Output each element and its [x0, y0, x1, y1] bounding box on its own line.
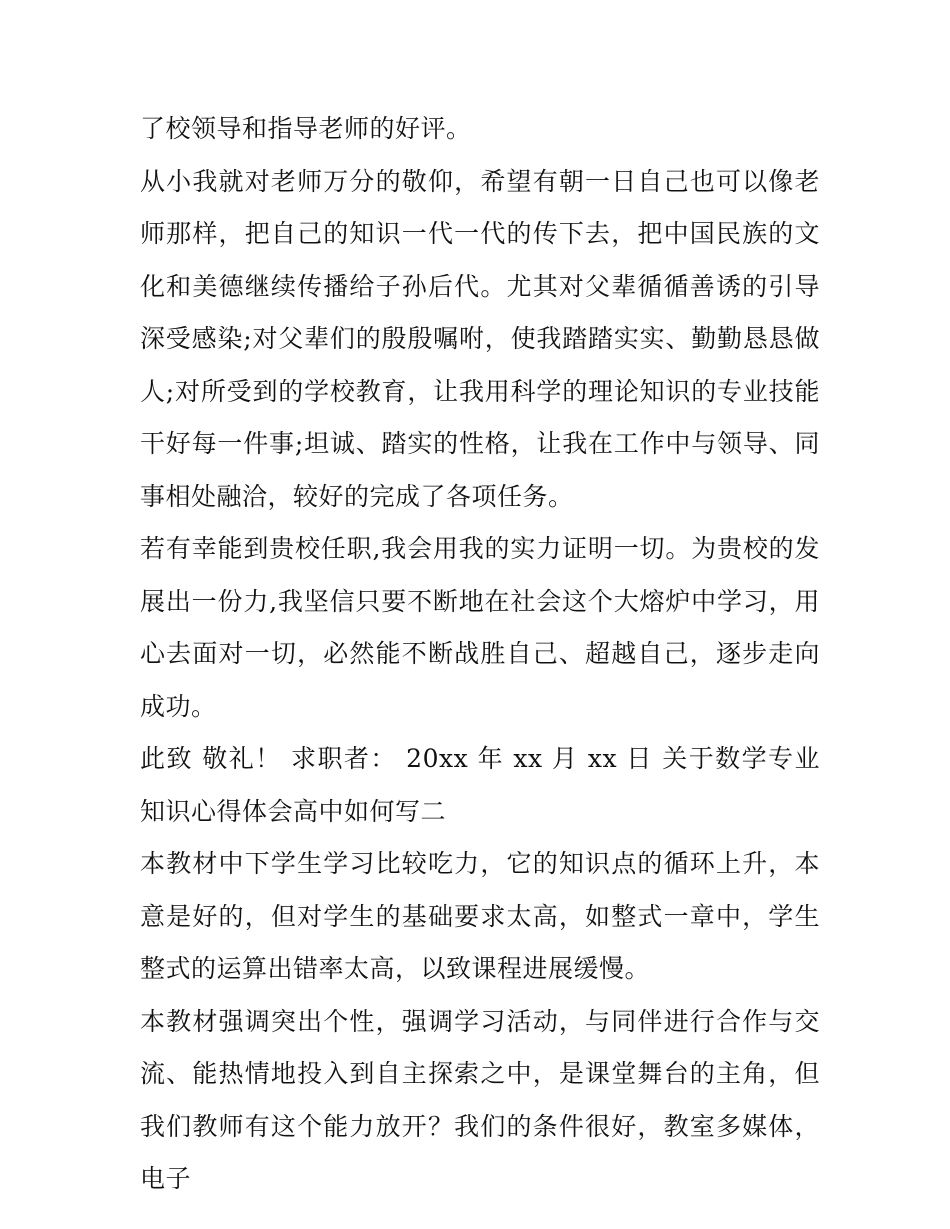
paragraph-6: 本教材强调突出个性，强调学习活动，与同伴进行合作与交流、能热情地投入到自主探索之中，是课堂舞台的主角，但我们教师有这个能力放开？我们的条件很好，教室多媒体，电子 [140, 1006, 820, 1193]
document-body [140, 103, 820, 1206]
paragraph-2: 从小我就对老师万分的敬仰，希望有朝一日自己也可以像老师那样，把自己的知识一代一代的传下去，把中国民族的文化和美德继续传播给子孙后代。尤其对父辈循循善诱的引导深受感染;对父辈们的殷殷嘱咐，使我踏踏实实、勤勤恳恳做人;对所受到的学校教育，让我用科学的理论知识的专业技能干好每一件事;坦诚、踏实的性格，让我在工作中与领导、同事相处融洽，较好的完成了各项任务。 [140, 166, 820, 511]
paragraph-5: 本教材中下学生学习比较吃力，它的知识点的循环上升，本意是好的，但对学生的基础要求太高，如整式一章中，学生整式的运算出错率太高，以致课程进展缓慢。 [140, 849, 820, 983]
paragraph-1: 了校领导和指导老师的好评。 [140, 114, 472, 143]
paragraph-3: 若有幸能到贵校任职,我会用我的实力证明一切。为贵校的发展出一份力,我坚信只要不断地在社会这个大熔炉中学习，用心去面对一切，必然能不断战胜自己、超越自己，逐步走向成功。 [140, 534, 820, 721]
paragraph-4: 此致 敬礼！ 求职者： 20xx 年 xx 月 xx 日 关于数学专业知识心得体会高中如何写二 [140, 744, 820, 826]
